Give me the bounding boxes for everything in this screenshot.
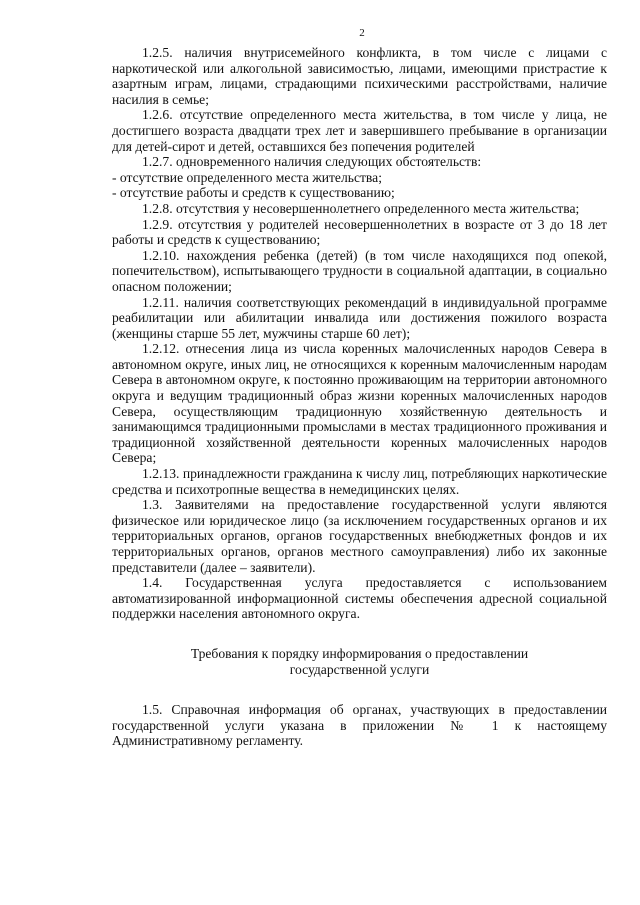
section-heading <box>112 646 607 678</box>
paragraph-1-3: 1.3. Заявителями на предоставление государственной услуги являются физическое или юридическое лицо (за исключением государственных органов и их территориальных органов, органов государственных внебюджетных фондов и их территориальных органов, органов местного самоуправления) либо их законные представители (далее – заявители). <box>112 497 607 575</box>
spacer <box>112 678 607 702</box>
paragraph-1-2-6: 1.2.6. отсутствие определенного места жительства, в том числе у лица, не достигшего возраста двадцати трех лет и завершившего пребывание в организации для детей-сирот и детей, оставшихся без попечения родителей <box>112 107 607 154</box>
section-heading-line-1: Требования к порядку информирования о предоставлении <box>190 645 529 661</box>
paragraph-1-2-10: 1.2.10. нахождения ребенка (детей) (в том числе находящихся под опекой, попечительством), испытывающего трудности в социальной адаптации, в социально опасном положении; <box>112 247 607 294</box>
paragraph-1-2-11: 1.2.11. наличия соответствующих рекомендаций в индивидуальной программе реабилитации или абилитации инвалида или достижения пожилого возраста (женщины старше 55 лет, мужчины старше 60 лет); <box>112 294 607 341</box>
paragraph-1-2-13: 1.2.13. принадлежности гражданина к числу лиц, потребляющих наркотические средства и психотропные вещества в немедицинских целях. <box>112 466 607 497</box>
paragraph-1-4: 1.4. Государственная услуга предоставляется с использованием автоматизированной информационной системы обеспечения адресной социальной поддержки населения автономного округа. <box>112 575 607 622</box>
paragraph-1-2-9: 1.2.9. отсутствия у родителей несовершеннолетних в возрасте от 3 до 18 лет работы и средств к существованию; <box>112 216 607 248</box>
paragraph-1-5: 1.5. Справочная информация об органах, участвующих в предоставлении государственной услуги указана в приложении № 1 к настоящему Административному регламенту. <box>112 701 607 749</box>
section-heading-line-2: государственной услуги <box>289 661 430 677</box>
page-number: 2 <box>359 27 365 39</box>
paragraph-1-2-12: 1.2.12. отнесения лица из числа коренных малочисленных народов Севера в автономном округе, иных лиц, не относящихся к коренным малочисленным народам Севера в автономном округе, к постоянно проживающим на территории автономного округа и ведущим традиционный образ жизни коренных малочисленных народов Севера, осуществляющим традиционную хозяйственную деятельность и занимающимся традиционными промыслами в местах традиционного проживания и традиционной хозяйственной деятельности коренных малочисленных народов Севера; <box>112 341 607 466</box>
paragraph-1-2-5: 1.2.5. наличия внутрисемейного конфликта, в том числе с лицами с наркотической или алкогольной зависимостью, лицами, имеющими пристрастие к азартным играм, лицами, страдающими психическими расстройствами, наличие насилия в семье; <box>112 45 607 107</box>
body-text <box>112 45 607 622</box>
paragraph-1-2-7: 1.2.7. одновременного наличия следующих обстоятельств: <box>142 154 482 170</box>
list-item-no-residence: - отсутствие определенного места жительства; <box>112 169 382 185</box>
paragraph-1-2-8: 1.2.8. отсутствия у несовершеннолетнего определенного места жительства; <box>142 200 580 216</box>
list-item-no-work: - отсутствие работы и средств к существованию; <box>112 185 395 201</box>
